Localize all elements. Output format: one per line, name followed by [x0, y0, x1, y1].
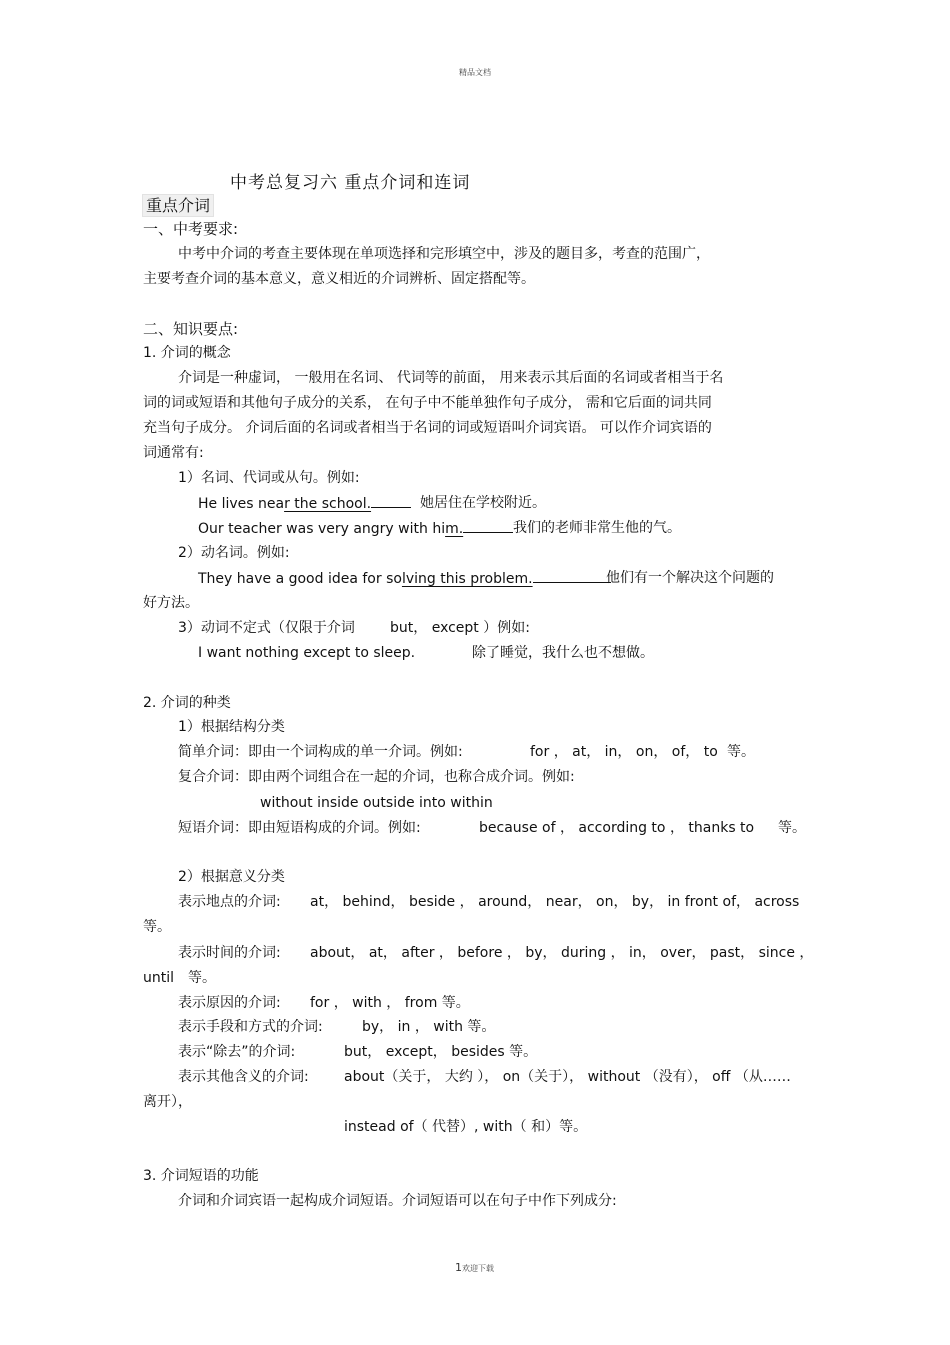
item2-sub1: 1）根据结构分类 [178, 719, 285, 735]
simple-prep-examples: for ， at， in， on， of， to [530, 744, 718, 760]
except-prep-label: 表示“除去”的介词: [178, 1044, 296, 1060]
reason-prep-examples: for ， with ， from 等。 [310, 995, 470, 1011]
other-prep-label: 表示其他含义的介词: [178, 1069, 309, 1085]
other-prep-cont: 离开）， [143, 1094, 192, 1110]
answer-blank [371, 493, 411, 508]
phrase-prep-label: 短语介词：即由短语构成的介词。例如: [178, 820, 421, 836]
example-1-underlined: r the school. [284, 496, 372, 512]
phrase-prep-end: 等。 [778, 820, 806, 836]
item1-p4: 词通常有: [143, 445, 204, 461]
page-header: 精品文档 [459, 68, 491, 77]
example-3-text: They have a good idea for so [198, 571, 402, 587]
simple-prep-end: 等。 [727, 744, 755, 760]
example-1-text: He lives nea [198, 496, 285, 512]
example-3-translation-cont: 好方法。 [143, 595, 199, 611]
time-prep-examples: about， at， after ， before ， by， during ， in， over， past， since ， [310, 945, 814, 961]
place-prep-examples: at， behind， beside ， around， near， on， by， in front of， across [310, 894, 800, 910]
compound-prep-examples: without inside outside into within [260, 795, 493, 811]
example-2 [198, 518, 513, 539]
example-3 [198, 568, 611, 589]
place-prep-end: 等。 [143, 919, 171, 935]
part1-heading: 一、中考要求: [143, 220, 239, 238]
section-label: 重点介词 [142, 194, 214, 217]
item2-sub2: 2）根据意义分类 [178, 869, 285, 885]
except-prep-examples: but， except， besides 等。 [344, 1044, 538, 1060]
example-3-underlined: lving this problem. [401, 571, 533, 587]
page-title: 中考总复习六 重点介词和连词 [230, 173, 471, 193]
example-4-translation: 除了睡觉，我什么也不想做。 [472, 645, 654, 661]
item3-p1: 介词和介词宾语一起构成介词短语。介词短语可以在句子中作下列成分: [178, 1193, 617, 1209]
example-2-translation: 我们的老师非常生他的气。 [513, 520, 681, 536]
answer-blank [533, 568, 611, 583]
example-2-underlined: m. [445, 521, 464, 537]
other-prep-examples: about（关于， 大约 ）， on（关于）， without （没有）， off （从…… [344, 1069, 791, 1085]
item1-p3: 充当句子成分。 介词后面的名词或者相当于名词的词或短语叫介词宾语。 可以作介词宾语的 [143, 420, 712, 436]
example-4: I want nothing except to sleep. [198, 645, 416, 661]
means-prep-label: 表示手段和方式的介词: [178, 1019, 323, 1035]
simple-prep-label: 简单介词：即由一个词构成的单一介词。例如: [178, 744, 463, 760]
time-prep-end: 等。 [188, 970, 216, 986]
example-3-translation: 他们有一个解决这个问题的 [606, 570, 774, 586]
item3-title: 3. 介词短语的功能 [143, 1168, 259, 1184]
example-1-translation: 她居住在学校附近。 [420, 495, 546, 511]
example-1 [198, 493, 411, 514]
item1-title: 1. 介词的概念 [143, 345, 231, 361]
part1-line2: 主要考查介词的基本意义，意义相近的介词辨析、固定搭配等。 [143, 271, 535, 287]
item1-p1: 介词是一种虚词， 一般用在名词、 代词等的前面， 用来表示其后面的名词或者相当于名 [178, 370, 724, 386]
item1-sub3: 3）动词不定式（仅限于介词 [178, 620, 355, 636]
compound-prep-label: 复合介词：即由两个词组合在一起的介词，也称合成介词。例如: [178, 769, 575, 785]
item1-sub1: 1）名词、代词或从句。例如: [178, 470, 360, 486]
answer-blank [463, 518, 513, 533]
phrase-prep-examples: because of ， according to ， thanks to [479, 820, 755, 836]
time-prep-label: 表示时间的介词: [178, 945, 281, 961]
part2-heading: 二、知识要点: [143, 320, 239, 338]
means-prep-examples: by， in ， with 等。 [362, 1019, 496, 1035]
item2-title: 2. 介词的种类 [143, 695, 231, 711]
page-number: 1 [455, 1261, 462, 1274]
item1-p2: 词的词或短语和其他句子成分的关系， 在句子中不能单独作句子成分， 需和它后面的词共同 [143, 395, 712, 411]
item1-sub3-words: but， except ）例如: [390, 620, 530, 636]
footer-text: 欢迎下载 [462, 1264, 494, 1273]
reason-prep-label: 表示原因的介词: [178, 995, 281, 1011]
page-footer [455, 1261, 494, 1274]
other-prep-line2: instead of（ 代替）, with（ 和）等。 [344, 1119, 588, 1135]
time-prep-cont: until [143, 970, 175, 986]
place-prep-label: 表示地点的介词: [178, 894, 281, 910]
example-2-text: Our teacher was very angry with hi [198, 521, 446, 537]
item1-sub2: 2）动名词。例如: [178, 545, 290, 561]
part1-line1: 中考中介词的考查主要体现在单项选择和完形填空中，涉及的题目多，考查的范围广， [178, 246, 710, 262]
